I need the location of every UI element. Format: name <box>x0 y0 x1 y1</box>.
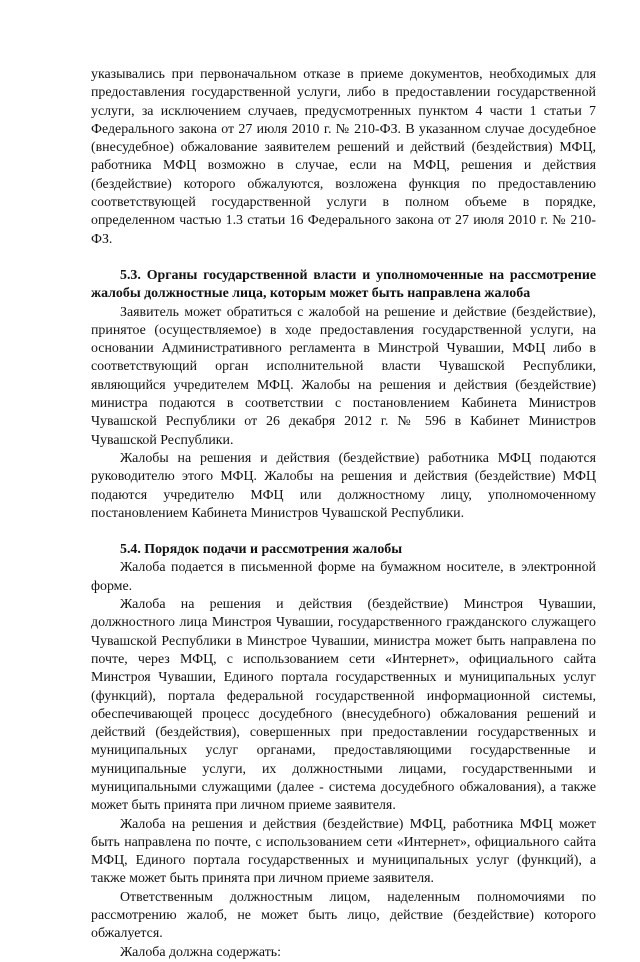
section-5-4-paragraph-1: Жалоба подается в письменной форме на бумажном носителе, в электронной форме. <box>91 560 596 594</box>
paragraph-intro: указывались при первоначальном отказе в приеме документов, необходимых для предоставления государственной услуги, либо в предоставлении государственной услуги, за исключением случаев, предусмотренных пунктом 4 части 1 статьи 7 Федерального закона от 27 июля 2010 г. № 210-ФЗ. В указанном случае досудебное (внесудебное) обжалование заявителем решений и действий (бездействия) МФЦ, работника МФЦ возможно в случае, если на МФЦ, решения и действия (бездействие) которого обжалуются, возложена функция по предоставлению соответствующей государственной услуги в полном объеме в порядке, определенном частью 1.3 статьи 16 Федерального закона от 27 июля 2010 г. № 210-ФЗ. <box>91 67 596 247</box>
section-spacer <box>91 523 596 541</box>
section-5-3-paragraph-1: Заявитель может обратиться с жалобой на решение и действие (бездействие), принятое (осуществляемое) в ходе предоставления государственной услуги, на основании Административного регламента в Минстрой Чувашии, МФЦ либо в соответствующий орган исполнительной власти Чувашской Республики, являющийся учредителем МФЦ. Жалобы на решения и действия (бездействие) министра подаются в соответствии с постановлением Кабинета Министров Чувашской Республики от 26 декабря 2012 г. № 596 в Кабинет Министров Чувашской Республики. <box>91 304 596 448</box>
section-5-4-paragraph-5: Жалоба должна содержать: <box>120 944 281 960</box>
section-5-4-paragraph-2: Жалоба на решения и действия (бездействие) Минстроя Чувашии, должностного лица Минстроя Чувашии, государственного гражданского служащего Чувашской Республики в Минстрое Чувашии, министра может быть направлена по почте, через МФЦ, с использованием сети «Интернет», официального сайта Минстроя Чувашии, Единого портала государственных и муниципальных услуг (функций), портала федеральной государственной информационной системы, обеспечивающей процесс досудебного (внесудебного) обжалования решений и действий (бездействия), совершенных при предоставлении государственных и муниципальных услуг органами, предоставляющими государственные и муниципальные услуги, их должностными лицами, государственными и муниципальными служащими (далее - система досудебного обжалования), а также может быть принята при личном приеме заявителя. <box>91 597 596 814</box>
document-body <box>91 66 596 962</box>
section-spacer <box>91 249 596 267</box>
section-5-4-paragraph-3: Жалоба на решения и действия (бездействие) МФЦ, работника МФЦ может быть направлена по почте, с использованием сети «Интернет», официального сайта МФЦ, Единого портала государственных и муниципальных услуг (функций), а также может быть принята при личном приеме заявителя. <box>91 816 596 887</box>
section-5-4-paragraph-4: Ответственным должностным лицом, наделенным полномочиями по рассмотрению жалоб, не может быть лицо, действие (бездействие) которого обжалуется. <box>91 889 596 942</box>
section-5-3-paragraph-2: Жалобы на решения и действия (бездействие) работника МФЦ подаются руководителю этого МФЦ. Жалобы на решения и действия (бездействие) МФЦ подаются учредителю МФЦ или должностному лицу, уполномоченному постановлением Кабинета Министров Чувашской Республики. <box>91 450 596 521</box>
section-5-4-heading: 5.4. Порядок подачи и рассмотрения жалобы <box>120 542 403 558</box>
section-5-3-heading: 5.3. Органы государственной власти и уполномоченные на рассмотрение жалобы должностные лица, которым может быть направлена жалоба <box>91 267 596 302</box>
